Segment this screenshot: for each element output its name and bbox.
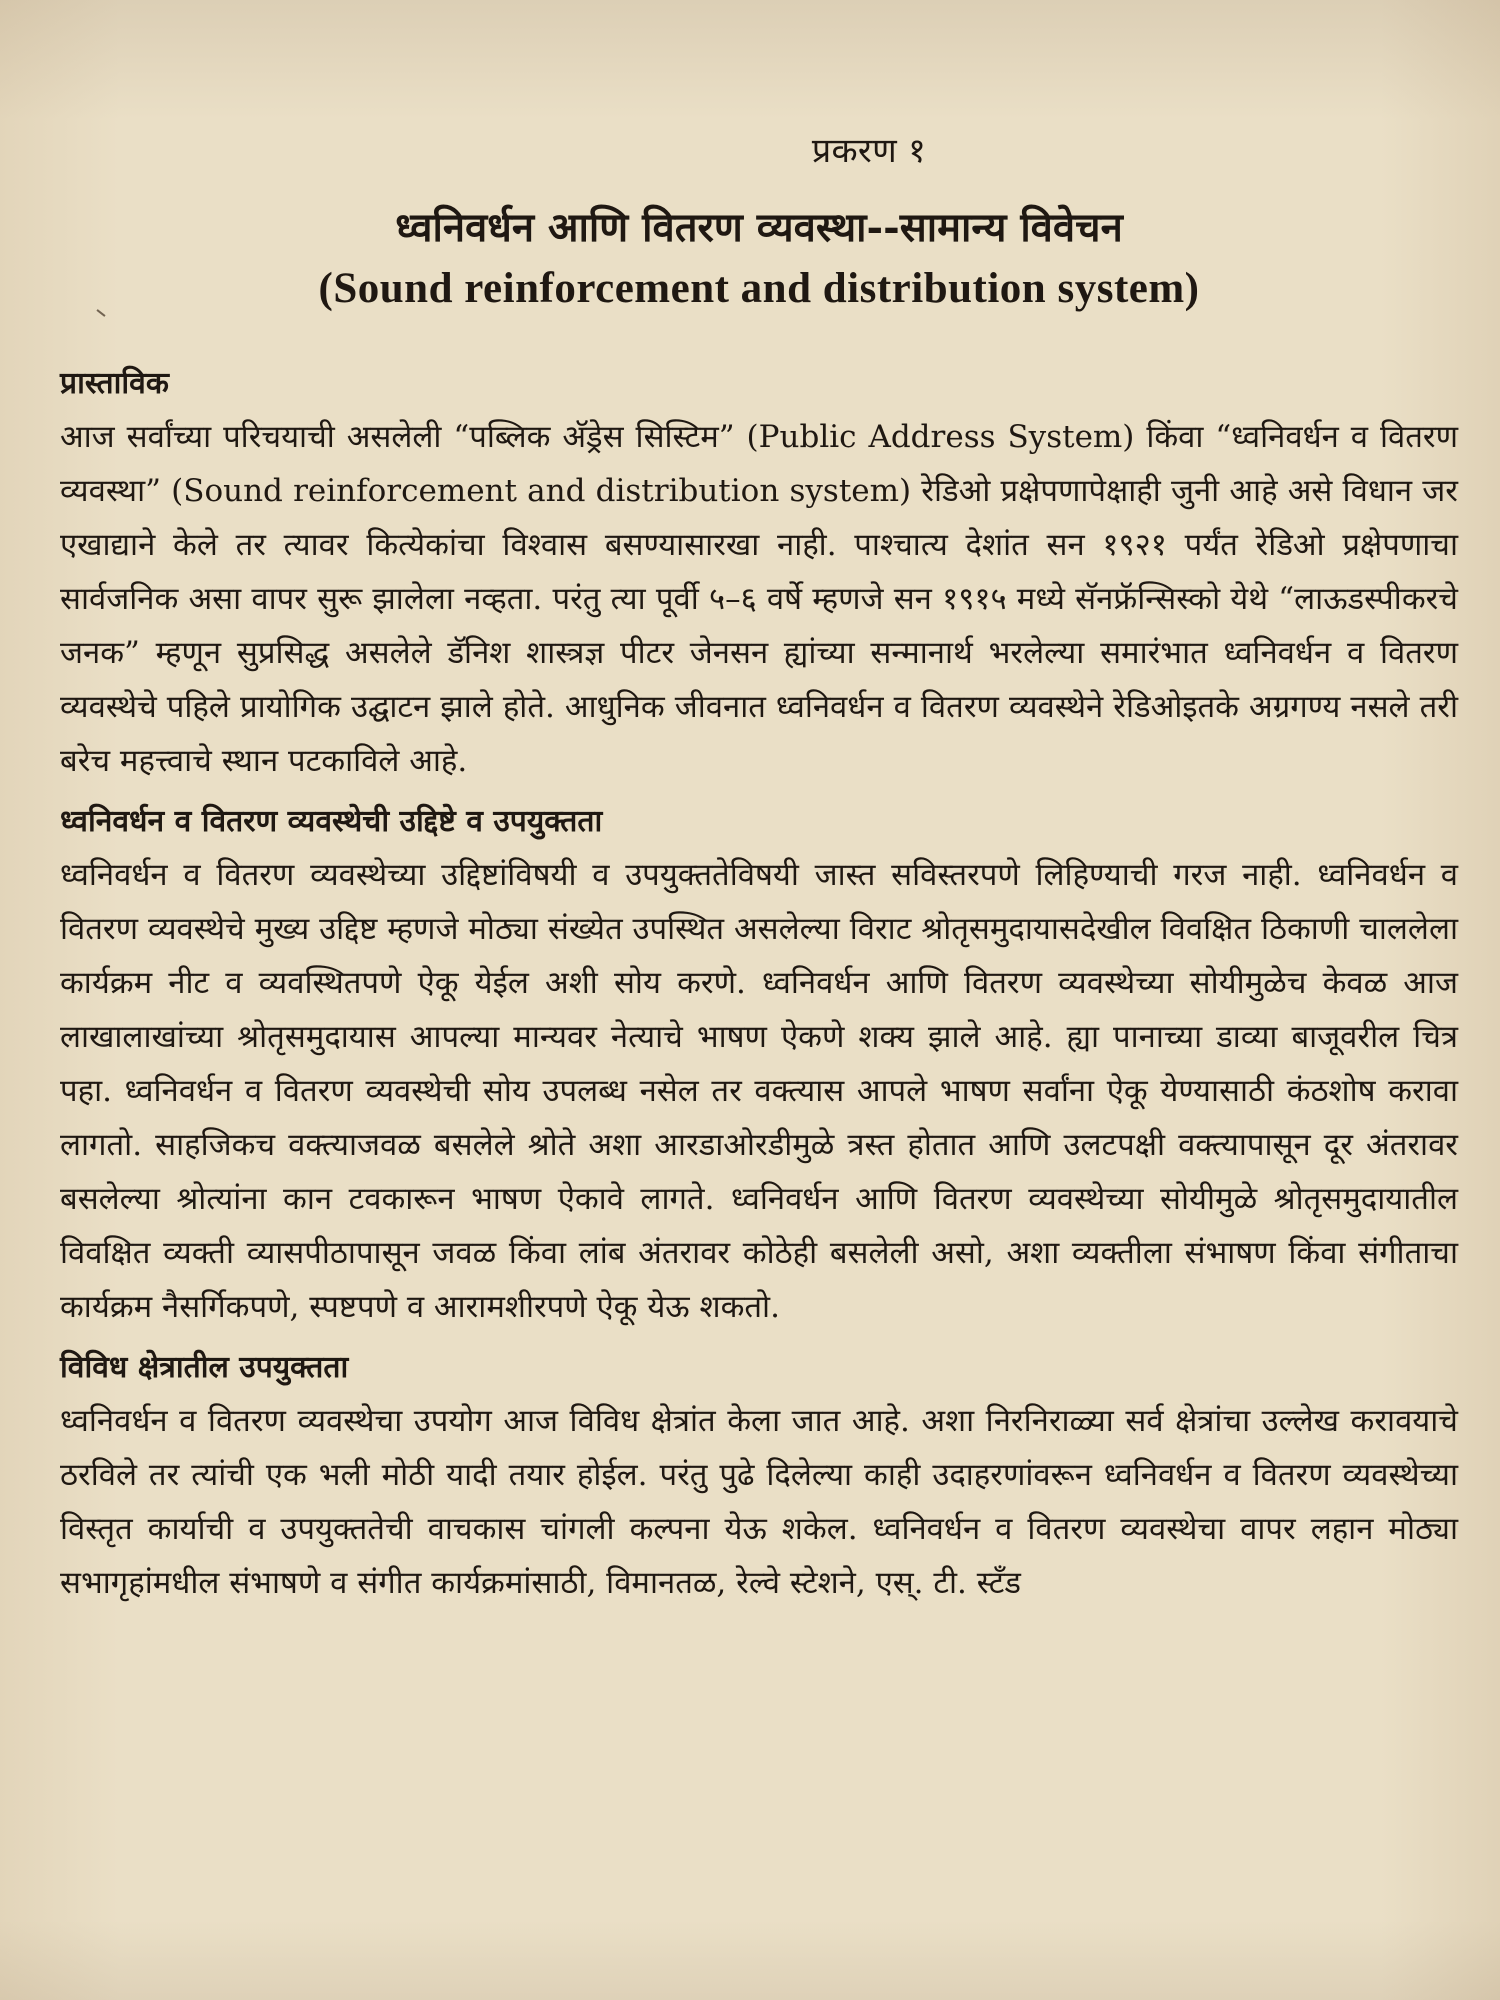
chapter-label: प्रकरण १	[811, 131, 927, 171]
objectives-section	[60, 800, 1458, 1334]
chapter-title-english: (Sound reinforcement and distribution system)	[318, 265, 1200, 312]
applications-paragraph: ध्वनिवर्धन व वितरण व्यवस्थेचा उपयोग आज विविध क्षेत्रांत केला जात आहे. अशा निरनिराळ्या सर्व क्षेत्रांचा उल्लेख करावयाचे ठरविले तर त्यांची एक भली मोठी यादी तयार होईल. परंतु पुढे दिलेल्या काही उदाहरणांवरून ध्वनिवर्धन व वितरण व्यवस्थेच्या विस्तृत कार्याची व उपयुक्ततेची वाचकास चांगली कल्पना येऊ शकेल. ध्वनिवर्धन व वितरण व्यवस्थेचा वापर लहान मोठ्या सभागृहांमधील संभाषणे व संगीत कार्यक्रमांसाठी, विमानतळ, रेल्वे स्टेशने, एस्. टी. स्टॅंड	[60, 1403, 1458, 1601]
introduction-paragraph: आज सर्वांच्या परिचयाची असलेली “पब्लिक अ‍ॅड्रेस सिस्टिम” (Public Address System) किंवा “ध्वनिवर्धन व वितरण व्यवस्था” (Sound reinforcement and distribution system) रेडिओ प्रक्षेपणापेक्षाही जुनी आहे असे विधान जर एखाद्याने केले तर त्यावर कित्येकांचा विश्वास बसण्यासारखा नाही. पाश्चात्य देशांत सन १९२१ पर्यंत रेडिओ प्रक्षेपणाचा सार्वजनिक असा वापर सुरू झालेला नव्हता. परंतु त्या पूर्वी ५–६ वर्षे म्हणजे सन १९१५ मध्ये सॅनफ्रॅन्सिस्को येथे “लाऊडस्पीकरचे जनक” म्हणून सुप्रसिद्ध असलेले डॅनिश शास्त्रज्ञ पीटर जेनसन ह्यांच्या सन्मानार्थ भरलेल्या समारंभात ध्वनिवर्धन व वितरण व्यवस्थेचे पहिले प्रायोगिक उद्घाटन झाले होते. आधुनिक जीवनात ध्वनिवर्धन व वितरण व्यवस्थेने रेडिओइतके अग्रगण्य नसले तरी बरेच महत्त्वाचे स्थान पटकाविले आहे.	[60, 419, 1458, 779]
section-heading-applications: विविध क्षेत्रातील उपयुक्तता	[60, 1350, 349, 1385]
objectives-paragraph: ध्वनिवर्धन व वितरण व्यवस्थेच्या उद्दिष्टांविषयी व उपयुक्ततेविषयी जास्त सविस्तरपणे लिहिण्याची गरज नाही. ध्वनिवर्धन व वितरण व्यवस्थेचे मुख्य उद्दिष्ट म्हणजे मोठ्या संख्येत उपस्थित असलेल्या विराट श्रोतृसमुदायासदेखील विवक्षित ठिकाणी चाललेला कार्यक्रम नीट व व्यवस्थितपणे ऐकू येईल अशी सोय करणे. ध्वनिवर्धन आणि वितरण व्यवस्थेच्या सोयीमुळेच केवळ आज लाखालाखांच्या श्रोतृसमुदायास आपल्या मान्यवर नेत्याचे भाषण ऐकणे शक्य झाले आहे. ह्या पानाच्या डाव्या बाजूवरील चित्र पहा. ध्वनिवर्धन व वितरण व्यवस्थेची सोय उपलब्ध नसेल तर वक्त्यास आपले भाषण सर्वांना ऐकू येण्यासाठी कंठशोष करावा लागतो. साहजिकच वक्त्याजवळ बसलेले श्रोते अशा आरडाओरडीमुळे त्रस्त होतात आणि उलटपक्षी वक्त्यापासून दूर अंतरावर बसलेल्या श्रोत्यांना कान टवकारून भाषण ऐकावे लागते. ध्वनिवर्धन आणि वितरण व्यवस्थेच्या सोयीमुळे श्रोतृसमुदायातील विवक्षित व्यक्ती व्यासपीठापासून जवळ किंवा लांब अंतरावर कोठेही बसलेली असो, अशा व्यक्तीला संभाषण किंवा संगीताचा कार्यक्रम नैसर्गिकपणे, स्पष्टपणे व आरामशीरपणे ऐकू येऊ शकतो.	[60, 857, 1458, 1325]
bleed-through-texture	[50, 0, 1480, 120]
section-heading-objectives: ध्वनिवर्धन व वितरण व्यवस्थेची उद्दिष्टे व उपयुक्तता	[60, 804, 603, 839]
introduction-section	[60, 362, 1458, 788]
applications-section	[60, 1346, 1458, 1610]
chapter-title-marathi: ध्वनिवर्धन आणि वितरण व्यवस्था--सामान्य विवेचन	[395, 204, 1123, 251]
section-heading-introduction: प्रास्ताविक	[60, 366, 169, 401]
